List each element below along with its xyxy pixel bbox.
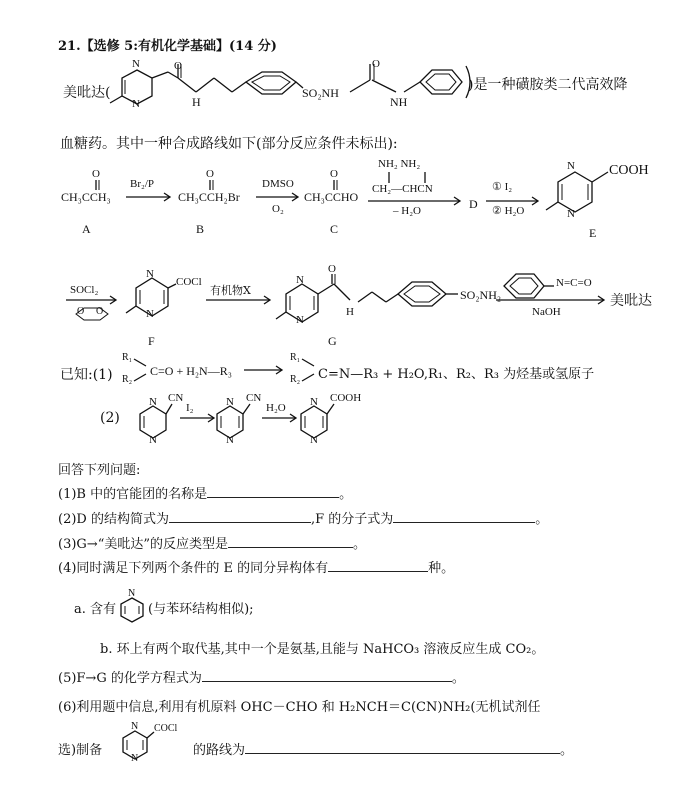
known2-lead: (2) <box>100 410 120 426</box>
label-b: B <box>196 222 205 236</box>
q6-pyrazine-ring <box>123 731 154 759</box>
known2-arrow-2 <box>262 414 296 422</box>
known2-cn1: CN <box>168 392 184 404</box>
known2-h2o: H₂O <box>266 402 286 414</box>
cond-socl2: SOCl₂ <box>70 284 99 296</box>
known-r1: R₁ <box>122 352 133 363</box>
dioxane-ring <box>76 308 108 320</box>
isocyanate-phenyl <box>504 274 554 298</box>
reagent-isocyanate: N=C=O <box>556 277 592 289</box>
question-2-text-b: ,F 的分子式为 <box>310 512 394 527</box>
compound-c-o: O <box>330 168 338 180</box>
compound-d: D <box>469 197 478 211</box>
g-amide-chain <box>332 274 398 302</box>
intro-nh: NH <box>390 95 408 109</box>
b-carbonyl <box>210 180 213 190</box>
label-e: E <box>589 226 597 240</box>
cond-br2: Br₂/P <box>130 178 155 190</box>
intro-nh-amide: H <box>192 95 201 109</box>
final-product: 美吡达 <box>610 293 652 309</box>
arrow-b-c <box>256 193 298 201</box>
cond-o2: O₂ <box>272 203 284 215</box>
compound-f-cocl: COCl <box>176 276 202 288</box>
period: 。 <box>352 537 366 552</box>
arrow-c-d <box>368 197 460 205</box>
condition-b: b. 环上有两个取代基,其中一个是氨基,且能与 NaHCO₃ 溶液反应生成 CO₂。 <box>100 642 545 657</box>
known2-ring-3 <box>301 404 334 438</box>
compound-g-o: O <box>328 263 336 275</box>
known-r2: R₂ <box>122 374 133 385</box>
pyridine-ring <box>121 598 143 622</box>
question-4-text: (4)同时满足下列两个条件的 E 的同分异构体有 <box>58 561 329 576</box>
compound-e-cooh: COOH <box>609 163 649 178</box>
known2-n1: N <box>149 396 157 408</box>
known-r1b: R₁ <box>290 352 301 363</box>
intro-urea-link <box>350 64 420 92</box>
intro-parens <box>466 66 470 98</box>
g-benzene-ring <box>398 282 458 306</box>
known1-bonds <box>134 359 314 381</box>
known2-cooh: COOH <box>330 392 362 404</box>
dioxane-o1: O <box>77 306 85 317</box>
compound-a: CH₃CCH₃ <box>61 190 111 204</box>
known2-n5: N <box>310 396 318 408</box>
known-r2b: R₂ <box>290 374 301 385</box>
reagent-diamine: CH₂—CHCN <box>372 183 433 195</box>
cond-i2: ① I₂ <box>492 181 513 193</box>
intro-carbonyl-o2: O <box>372 58 380 70</box>
q6-ring-n2: N <box>131 753 139 764</box>
period: 。 <box>451 671 465 686</box>
question-1-text: (1)B 中的官能团的名称是 <box>58 487 208 502</box>
label-c: C <box>330 222 339 236</box>
reagent-diamine-top: NH₂ NH₂ <box>378 158 421 170</box>
question-2-text-a: (2)D 的结构简式为 <box>58 512 169 527</box>
compound-f-n1: N <box>146 268 154 280</box>
arrow-d-e <box>486 197 538 205</box>
reagent-diamine-bonds <box>389 172 425 183</box>
known2-ring-2 <box>217 404 250 438</box>
compound-f-n2: N <box>146 308 154 320</box>
known2-cn2: CN <box>246 392 262 404</box>
intro-line2: 血糖药。其中一种合成路线如下(部分反应条件未标出): <box>60 136 398 152</box>
e-pyrazine-ring <box>546 172 608 212</box>
known2-i2: I₂ <box>186 402 194 414</box>
question-3-text: (3)G→“美吡达”的反应类型是 <box>58 537 228 552</box>
known2-arrow-1 <box>180 414 214 422</box>
arrow-e-f <box>66 296 116 304</box>
dioxane-o2: O <box>96 306 104 317</box>
compound-g-nh: H <box>346 306 354 318</box>
question-tag: 【选修 5:有机化学基础】(14 分) <box>80 39 277 54</box>
intro-carbonyl <box>168 64 246 92</box>
label-f: F <box>148 334 155 348</box>
intro-sulfonyl: SO₂NH <box>302 86 339 100</box>
known1-arrow <box>244 366 282 374</box>
label-g: G <box>328 334 337 348</box>
period: 。 <box>535 512 549 527</box>
q6-ring-n1: N <box>131 721 139 732</box>
intro-pyrazine-ring <box>110 70 168 104</box>
known-lead: 已知:(1) <box>60 367 113 383</box>
known-eq-right: C=N—R₃ + H₂O,R₁、R₂、R₃ 为烃基或氢原子 <box>318 367 595 382</box>
intro-benzene-ring <box>246 72 303 94</box>
a-carbonyl <box>96 180 99 190</box>
reagent-h2o-loss: – H₂O <box>393 205 421 217</box>
condition-a-tail: (与苯环结构相似); <box>148 602 254 617</box>
f-pyrazine-ring <box>126 278 176 316</box>
compound-e-n2: N <box>567 208 575 220</box>
compound-g-n1: N <box>296 274 304 286</box>
question-6-lead: 选)制备 <box>58 743 103 758</box>
g-pyrazine-ring <box>276 284 334 322</box>
question-6-tail-text: 的路线为 <box>193 743 246 758</box>
arrow-g-product <box>496 296 604 304</box>
question-6-line1: (6)利用题中信息,利用有机原料 OHC－CHO 和 H₂NCH＝C(CN)NH₂(无机试剂任 <box>58 700 541 715</box>
cond-dmso: DMSO <box>262 178 294 190</box>
compound-a-o: O <box>92 168 100 180</box>
cond-naoh: NaOH <box>532 306 561 318</box>
question-5-text: (5)F→G 的化学方程式为 <box>58 671 202 686</box>
arrow-a-b <box>126 193 170 201</box>
known2-n2: N <box>149 434 157 446</box>
period: 。 <box>560 743 574 758</box>
known2-n6: N <box>310 434 318 446</box>
intro-ring-n1: N <box>132 58 140 70</box>
answer-intro: 回答下列问题: <box>58 463 141 478</box>
period: 。 <box>339 487 353 502</box>
question-number: 21. <box>58 39 81 54</box>
compound-c: CH₃CCHO <box>304 190 359 204</box>
known2-n3: N <box>226 396 234 408</box>
arrow-f-g <box>206 296 270 304</box>
compound-g-so2nh2: SO₂NH₂ <box>460 288 502 302</box>
known2-n4: N <box>226 434 234 446</box>
known-eq-left: C=O + H₂N—R₃ <box>150 364 232 378</box>
cond-h2o: ② H₂O <box>492 205 525 217</box>
q6-cocl: COCl <box>154 723 178 734</box>
intro-phenyl-ring <box>420 70 462 94</box>
compound-g-n2: N <box>296 314 304 326</box>
question-4-unit: 种。 <box>428 561 455 576</box>
condition-a-lead: a. 含有 <box>74 602 117 617</box>
compound-b: CH₃CCH₂Br <box>178 190 240 204</box>
intro-carbonyl-o: O <box>174 60 182 72</box>
label-a: A <box>82 222 91 236</box>
compound-e-n1: N <box>567 160 575 172</box>
compound-b-o: O <box>206 168 214 180</box>
cond-organic-x: 有机物X <box>210 284 251 297</box>
known2-ring-1 <box>140 404 172 438</box>
c-carbonyl <box>334 180 337 190</box>
pyridine-n: N <box>128 588 136 599</box>
intro-tail: )是一种磺胺类二代高效降 <box>468 77 628 93</box>
intro-ring-n2: N <box>132 98 140 110</box>
intro-name: 美吡达( <box>63 85 111 101</box>
